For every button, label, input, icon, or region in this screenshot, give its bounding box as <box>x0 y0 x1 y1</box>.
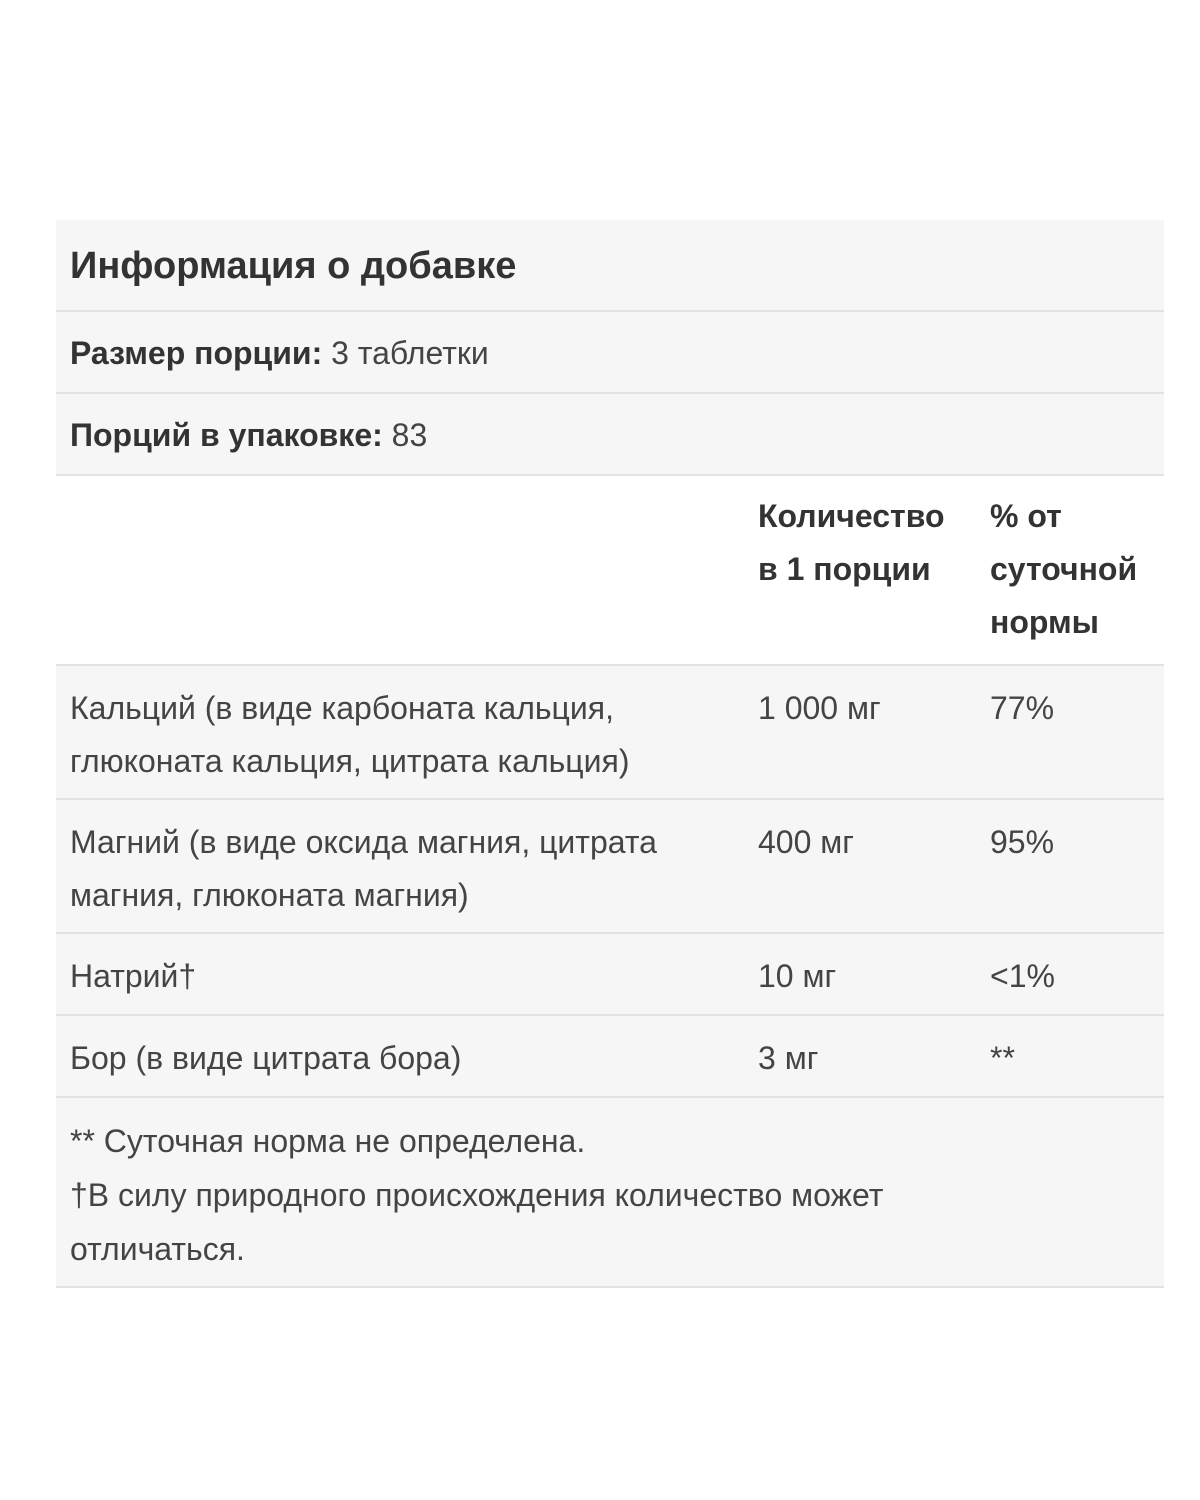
nutrient-name: Кальций (в виде карбоната кальция, глюконата кальция, цитрата кальция) <box>70 690 630 779</box>
nutrient-daily-value: ** <box>990 1040 1015 1076</box>
table-row <box>56 934 1164 1016</box>
servings-per-container-row <box>56 394 1164 476</box>
nutrient-name: Магний (в виде оксида магния, цитрата магния, глюконата магния) <box>70 824 657 913</box>
serving-size-label: Размер порции: <box>70 335 323 371</box>
table-row <box>56 800 1164 934</box>
supplement-facts-title: Информация о добавке <box>70 245 517 287</box>
supplement-facts-title-row <box>56 220 1164 312</box>
servings-per-container-label: Порций в упаковке: <box>70 417 383 453</box>
nutrient-column-header <box>70 490 758 664</box>
nutrient-amount: 400 мг <box>758 824 854 860</box>
footnote-daily-value: ** Суточная норма не определена. <box>70 1123 586 1159</box>
supplement-facts-panel <box>56 220 1164 1288</box>
table-row <box>56 1016 1164 1098</box>
servings-per-container-value: 83 <box>382 417 428 453</box>
nutrient-daily-value: 77% <box>990 690 1055 726</box>
serving-size-row <box>56 312 1164 394</box>
nutrient-amount: 1 000 мг <box>758 690 881 726</box>
amount-column-header: Количество в 1 порции <box>758 498 945 587</box>
nutrient-name: Натрий† <box>70 958 197 994</box>
nutrient-daily-value: 95% <box>990 824 1055 860</box>
table-row <box>56 666 1164 800</box>
nutrient-name: Бор (в виде цитрата бора) <box>70 1040 462 1076</box>
nutrient-amount: 3 мг <box>758 1040 819 1076</box>
nutrient-amount: 10 мг <box>758 958 837 994</box>
serving-size-value: 3 таблетки <box>322 335 489 371</box>
daily-value-column-header: % от суточной нормы <box>990 498 1138 640</box>
table-header-row <box>56 476 1164 666</box>
footnote-natural-origin: †В силу природного происхождения количество может отличаться. <box>70 1177 884 1267</box>
nutrient-daily-value: <1% <box>990 958 1055 994</box>
footnotes <box>56 1098 1164 1288</box>
